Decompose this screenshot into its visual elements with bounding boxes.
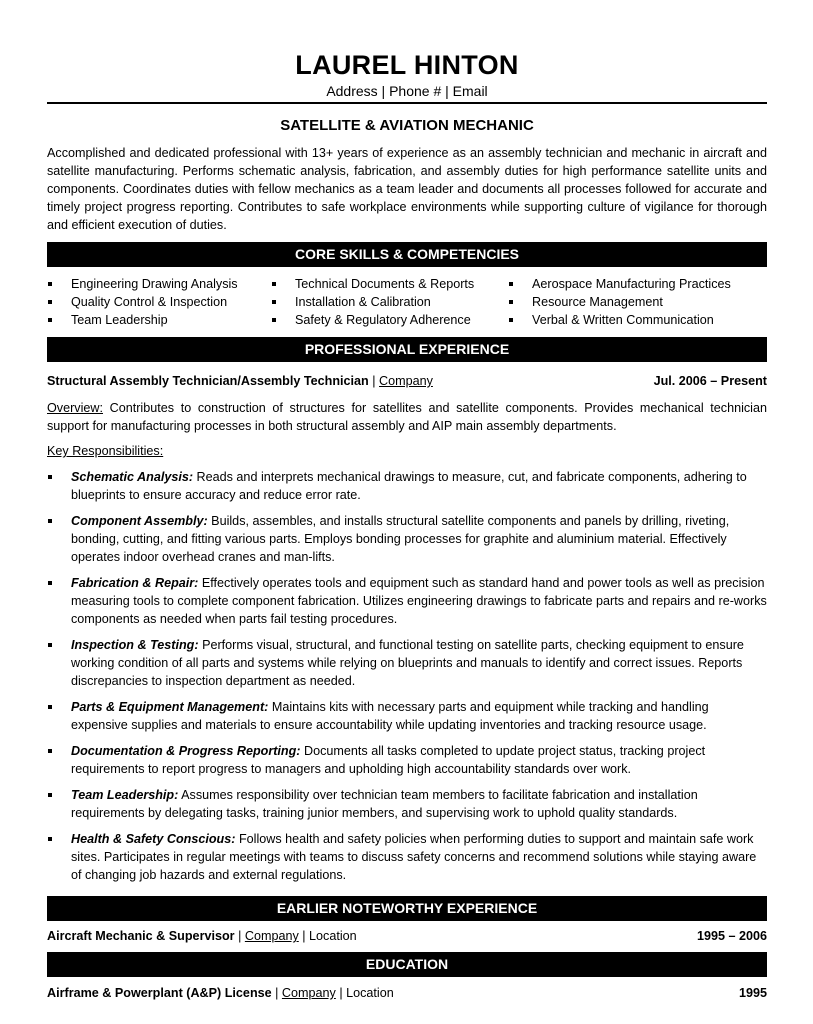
- responsibility-item: [47, 636, 767, 690]
- education-title-line: [47, 984, 394, 1002]
- education-line: [47, 984, 767, 1002]
- skills-heading: CORE SKILLS & COMPETENCIES: [47, 242, 767, 267]
- responsibility-item: [47, 830, 767, 884]
- skill-item: Quality Control & Inspection: [47, 293, 271, 311]
- responsibility-key: Team Leadership:: [71, 788, 179, 802]
- separator: |: [271, 986, 282, 1000]
- responsibility-text: Builds, assembles, and installs structural satellite components and panels by drilling, riveting, bonding, cutting, and fitting various parts. Employs bonding processes for graphite and aluminium material. Effectively operates indoor overhead cranes and man-lifts.: [71, 514, 730, 564]
- education-heading: EDUCATION: [47, 952, 767, 977]
- responsibility-item: [47, 574, 767, 628]
- education-title: Airframe & Powerplant (A&P) License: [47, 986, 272, 1000]
- job-dates: Jul. 2006 – Present: [653, 374, 767, 388]
- skills-grid: [47, 275, 767, 329]
- skills-column-1: [47, 275, 271, 329]
- separator: |: [234, 929, 245, 943]
- separator: |: [368, 374, 379, 388]
- responsibility-text: Effectively operates tools and equipment such as standard hand and power tools as well as precision measuring tools to complete component fabrication. Utilizes engineering drawings to fabricate parts and repairs and re-works components as needed when parts fail testing procedures.: [71, 576, 767, 626]
- resume-page: [47, 0, 767, 1002]
- responsibility-item: [47, 512, 767, 566]
- earlier-company: Company: [244, 929, 299, 943]
- job-header: [47, 372, 767, 390]
- job-title: Structural Assembly Technician/Assembly Technician: [47, 374, 369, 388]
- responsibility-text: Performs visual, structural, and functional testing on satellite parts, checking equipment to ensure working condition of all parts and systems while relying on blueprints and manuals to identify and correct issues. Reports discrepancies to inspection department as needed.: [71, 638, 744, 688]
- earlier-job-line: [47, 927, 767, 945]
- summary-paragraph: Accomplished and dedicated professional with 13+ years of experience as an assembly technician and mechanic in aircraft and satellite manufacturing. Performs schematic analysis, fabrication, and assembly duties for high performance satellite units and components. Coordinates duties with fellow mechanics as a team leader and documents all processes followed for accurate and timely project progress reporting. Contributes to safe workplace environments while supporting culture of vigilance for thorough and efficient execution of duties.: [47, 146, 767, 232]
- responsibility-item: [47, 786, 767, 822]
- earlier-job-title: Aircraft Mechanic & Supervisor: [47, 929, 235, 943]
- responsibilities-list: [47, 468, 767, 884]
- separator: |: [335, 986, 347, 1000]
- skill-item: Technical Documents & Reports: [271, 275, 508, 293]
- skill-item: Engineering Drawing Analysis: [47, 275, 271, 293]
- responsibility-key: Parts & Equipment Management:: [71, 700, 269, 714]
- earlier-experience-heading: EARLIER NOTEWORTHY EXPERIENCE: [47, 896, 767, 921]
- responsibility-text: Documents all tasks completed to update project status, tracking project requirements to report progress to managers and upholding high accountability standards over work.: [71, 744, 706, 776]
- education-location: Location: [346, 986, 394, 1000]
- responsibility-text: Assumes responsibility over technician team members to facilitate fabrication and installation requirements by delegating tasks, training junior members, and supervising work to uphold quality standards.: [71, 788, 698, 820]
- responsibility-item: [47, 698, 767, 734]
- skills-column-2: [271, 275, 508, 329]
- responsibility-item: [47, 742, 767, 778]
- responsibility-key: Schematic Analysis:: [71, 470, 194, 484]
- education-dates: 1995: [738, 986, 767, 1000]
- responsibility-key: Health & Safety Conscious:: [71, 832, 236, 846]
- job-title-line: [47, 372, 433, 390]
- earlier-location: Location: [309, 929, 357, 943]
- header-rule: [47, 102, 767, 104]
- responsibility-key: Inspection & Testing:: [71, 638, 199, 652]
- responsibility-key: Component Assembly:: [71, 514, 208, 528]
- skill-item: Safety & Regulatory Adherence: [271, 311, 508, 329]
- earlier-job-title-line: [47, 927, 357, 945]
- responsibility-text: Reads and interprets mechanical drawings to measure, cut, and fabricate components, adhering to blueprints to ensure accuracy and reduce error rate.: [71, 470, 747, 502]
- skills-column-3: [508, 275, 731, 329]
- company-name: Company: [379, 374, 433, 388]
- responsibility-key: Fabrication & Repair:: [71, 576, 199, 590]
- skill-item: Resource Management: [508, 293, 731, 311]
- skill-item: Verbal & Written Communication: [508, 311, 731, 329]
- overview-label: Overview:: [47, 401, 103, 415]
- responsibility-item: [47, 468, 767, 504]
- skill-item: Aerospace Manufacturing Practices: [508, 275, 731, 293]
- contact-line: Address | Phone # | Email: [326, 83, 488, 99]
- skill-item: Team Leadership: [47, 311, 271, 329]
- responsibility-text: Maintains kits with necessary parts and equipment while tracking and handling expensive supplies and materials to ensure accountability while updating inventories and tracking resource usage.: [71, 700, 709, 732]
- responsibility-key: Documentation & Progress Reporting:: [71, 744, 301, 758]
- overview-text: Contributes to construction of structures for satellites and satellite components. Provides mechanical technician support for manufacturing processes in both structural assembly and AIP main assembly departments.: [47, 401, 767, 433]
- resume-headline: SATELLITE & AVIATION MECHANIC: [280, 117, 534, 134]
- responsibilities-label: Key Responsibilities:: [47, 444, 164, 458]
- experience-heading: PROFESSIONAL EXPERIENCE: [47, 337, 767, 362]
- overview-paragraph: [47, 399, 767, 435]
- earlier-dates: 1995 – 2006: [696, 929, 767, 943]
- skill-item: Installation & Calibration: [271, 293, 508, 311]
- separator: |: [298, 929, 310, 943]
- candidate-name: LAUREL HINTON: [295, 50, 519, 80]
- responsibility-text: Follows health and safety policies when performing duties to support and maintain safe work sites. Participates in regular meetings with teams to discuss safety concerns and recommend solutions while staying aware of changing job hazards and external regulations.: [71, 832, 757, 882]
- education-institution: Company: [281, 986, 336, 1000]
